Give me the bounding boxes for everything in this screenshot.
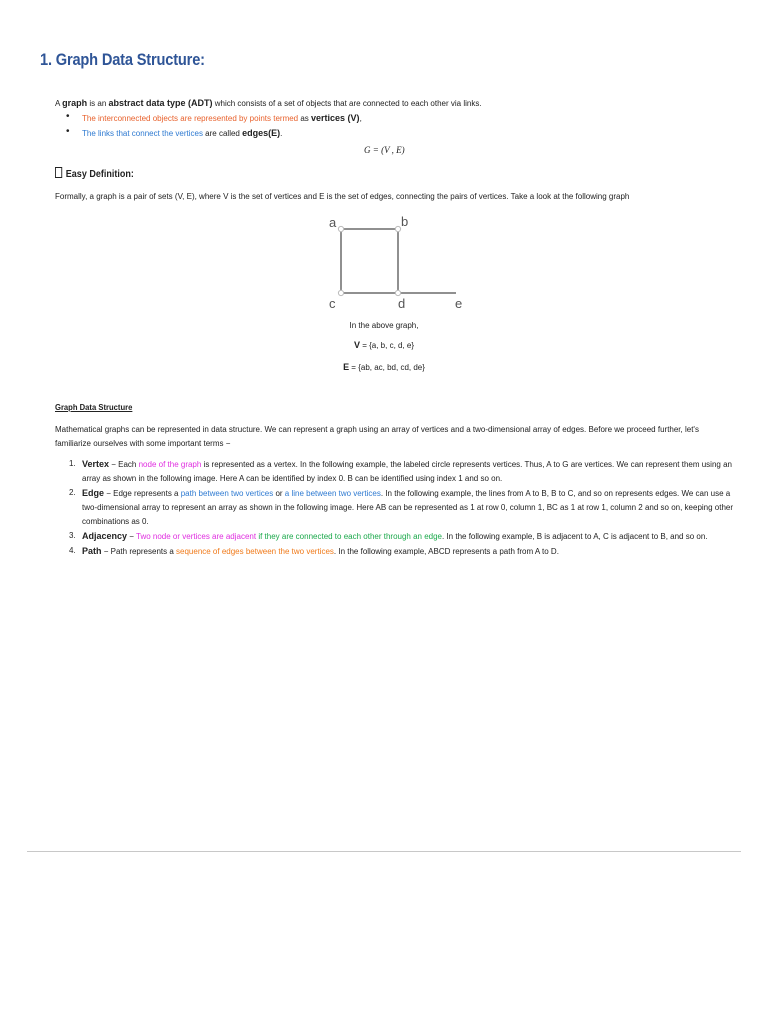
bullet-text: are called bbox=[202, 129, 243, 138]
vertex-d bbox=[395, 290, 400, 295]
term-highlight: path between two vertices bbox=[180, 489, 274, 498]
example-graph-diagram bbox=[320, 210, 470, 314]
definition-bullets bbox=[66, 111, 362, 141]
list-number: 1. bbox=[69, 459, 76, 468]
easy-definition-text: Formally, a graph is a pair of sets (V, E), where V is the set of vertices and E is the set of edges, connecting the pairs of vertices. Take a look at the following graph bbox=[55, 192, 630, 201]
intro-rest: which consists of a set of objects that are connected to each other via links. bbox=[212, 99, 482, 108]
page-divider bbox=[27, 851, 741, 852]
vertex-c bbox=[338, 290, 343, 295]
bullet-colored-text: The interconnected objects are represented by points termed bbox=[82, 114, 299, 123]
bullet-bold-term: vertices (V) bbox=[311, 113, 360, 123]
term-highlight: Two node or vertices are adjacent bbox=[136, 532, 257, 541]
terms-list bbox=[55, 457, 735, 559]
bullet-item bbox=[66, 111, 362, 126]
term-text: − Edge represents a bbox=[104, 489, 181, 498]
term-highlight: node of the graph bbox=[138, 460, 202, 469]
vertex-set bbox=[0, 338, 768, 353]
term-name: Adjacency bbox=[82, 531, 128, 541]
bullet-bold-term: edges(E) bbox=[242, 128, 281, 138]
vertex-label-a: a bbox=[329, 215, 337, 230]
term-text: − bbox=[127, 532, 137, 541]
list-item bbox=[55, 486, 735, 529]
bullet-item bbox=[66, 126, 362, 141]
term-text: is represented as a vertex. In the following example, the labeled circle represents vertices. Thus, A to G are vertices. We can represent them using an array as shown in the following image. Here A can be identified by index 0. B can be identified using index 1 and so on. bbox=[82, 460, 732, 483]
term-text: . In the following example, B is adjacent to A, C is adjacent to B, and so on. bbox=[442, 532, 708, 541]
vertex-label-e: e bbox=[455, 296, 463, 311]
vertex-label-d: d bbox=[398, 296, 406, 311]
term-highlight: sequence of edges between the two vertices bbox=[176, 547, 334, 556]
vertex-b bbox=[395, 226, 400, 231]
term-name: Edge bbox=[82, 488, 105, 498]
easy-definition-title: Easy Definition: bbox=[65, 169, 134, 180]
edge-set-value: = {ab, ac, bd, cd, de} bbox=[349, 363, 425, 372]
term-text: − Path represents a bbox=[101, 547, 177, 556]
section-title: Graph Data Structure bbox=[55, 402, 133, 412]
vertex-label-c: c bbox=[329, 296, 336, 311]
list-number: 4. bbox=[69, 546, 76, 555]
list-number: 2. bbox=[69, 488, 76, 497]
term-name: Path bbox=[82, 546, 102, 556]
checkbox-glyph-icon bbox=[55, 167, 62, 178]
intro-a: A bbox=[55, 99, 63, 108]
intro-paragraph bbox=[55, 96, 482, 111]
term-highlight: a line between two vertices bbox=[284, 489, 381, 498]
bullet-end: , bbox=[359, 114, 362, 123]
bullet-end: . bbox=[280, 129, 283, 138]
edge-set bbox=[0, 360, 768, 375]
bullet-text: as bbox=[298, 114, 312, 123]
term-highlight: if they are connected to each other through an edge bbox=[256, 532, 443, 541]
intro-adt-term: abstract data type (ADT) bbox=[108, 98, 213, 108]
vertex-set-value: = {a, b, c, d, e} bbox=[359, 341, 415, 350]
list-item bbox=[55, 529, 735, 544]
vertex-a bbox=[338, 226, 343, 231]
section-paragraph: Mathematical graphs can be represented in data structure. We can represent a graph using an array of vertices and a two-dimensional array of edges. Before we proceed further, let's familiarize ourselves with some important terms − bbox=[55, 425, 699, 448]
intro-graph-term: graph bbox=[62, 98, 88, 108]
example-caption: In the above graph, bbox=[349, 321, 419, 330]
list-item bbox=[55, 457, 735, 486]
list-number: 3. bbox=[69, 531, 76, 540]
vertex-set-label: V bbox=[353, 340, 360, 350]
list-item bbox=[55, 544, 735, 559]
term-text: − Each bbox=[109, 460, 139, 469]
edge-set-label: E bbox=[343, 362, 350, 372]
bullet-colored-text: The links that connect the vertices bbox=[82, 129, 203, 138]
graph-formula: G = (V , E) bbox=[364, 145, 405, 155]
vertex-label-b: b bbox=[401, 214, 409, 229]
term-text: or bbox=[273, 489, 285, 498]
easy-definition-heading bbox=[55, 167, 134, 180]
term-text: . In the following example, the lines from A to B, B to C, and so on represents edges. We can use a two-dimensional array to represent an array as shown in the following image. Here AB can be represented as 1 at row 0, column 1, BC as 1 at row 1, column 2 and so on, keeping other combinations as 0. bbox=[82, 489, 734, 526]
term-name: Vertex bbox=[82, 459, 110, 469]
intro-is-an: is an bbox=[87, 99, 109, 108]
term-text: . In the following example, ABCD represents a path from A to D. bbox=[333, 547, 559, 556]
page-title: 1. Graph Data Structure: bbox=[40, 50, 205, 69]
